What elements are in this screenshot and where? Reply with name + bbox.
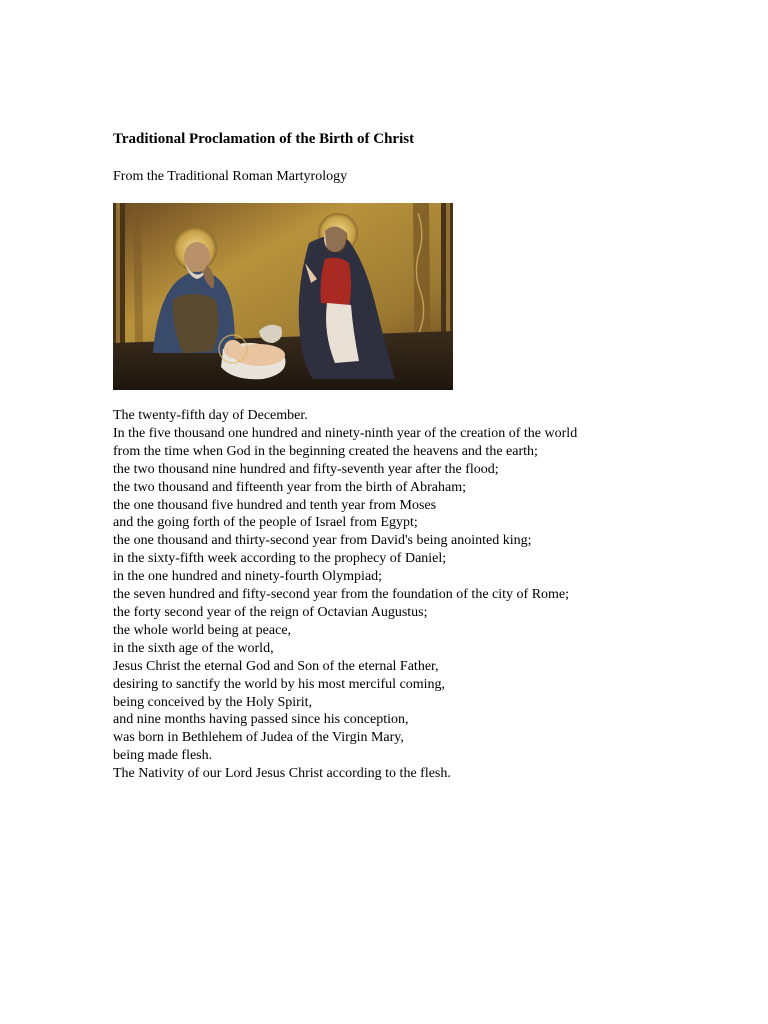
proclamation-line: Jesus Christ the eternal God and Son of the eternal Father, — [113, 658, 439, 674]
document-title: Traditional Proclamation of the Birth of Christ — [113, 131, 415, 147]
proclamation-line: in the one hundred and ninety-fourth Olympiad; — [113, 569, 383, 585]
proclamation-line: the one thousand and thirty-second year from David's being anointed king; — [113, 533, 532, 549]
document-subtitle: From the Traditional Roman Martyrology — [113, 169, 348, 184]
proclamation-line: the two thousand and fifteenth year from the birth of Abraham; — [113, 479, 467, 495]
proclamation-text — [113, 407, 577, 783]
proclamation-line: and nine months having passed since his conception, — [113, 712, 409, 728]
proclamation-line: the forty second year of the reign of Octavian Augustus; — [113, 604, 428, 620]
proclamation-line: in the sixty-fifth week according to the prophecy of Daniel; — [113, 551, 447, 567]
proclamation-line: desiring to sanctify the world by his most merciful coming, — [113, 676, 446, 692]
proclamation-line: The twenty-fifth day of December. — [113, 408, 308, 423]
proclamation-line: from the time when God in the beginning created the heavens and the earth; — [113, 443, 538, 459]
proclamation-line: the whole world being at peace, — [113, 622, 292, 638]
proclamation-line: the seven hundred and fifty-second year from the foundation of the city of Rome; — [113, 587, 570, 603]
proclamation-line: The Nativity of our Lord Jesus Christ according to the flesh. — [113, 766, 451, 782]
nativity-painting — [113, 203, 453, 390]
proclamation-line: being conceived by the Holy Spirit, — [113, 694, 313, 710]
proclamation-line: in the sixth age of the world, — [113, 640, 274, 656]
proclamation-line: In the five thousand one hundred and ninety-ninth year of the creation of the world — [113, 425, 578, 441]
proclamation-line: being made flesh. — [113, 748, 213, 764]
proclamation-line: and the going forth of the people of Israel from Egypt; — [113, 515, 418, 531]
proclamation-line: the one thousand five hundred and tenth year from Moses — [113, 497, 437, 513]
proclamation-line: the two thousand nine hundred and fifty-seventh year after the flood; — [113, 461, 499, 477]
proclamation-line: was born in Bethlehem of Judea of the Virgin Mary, — [113, 730, 404, 746]
